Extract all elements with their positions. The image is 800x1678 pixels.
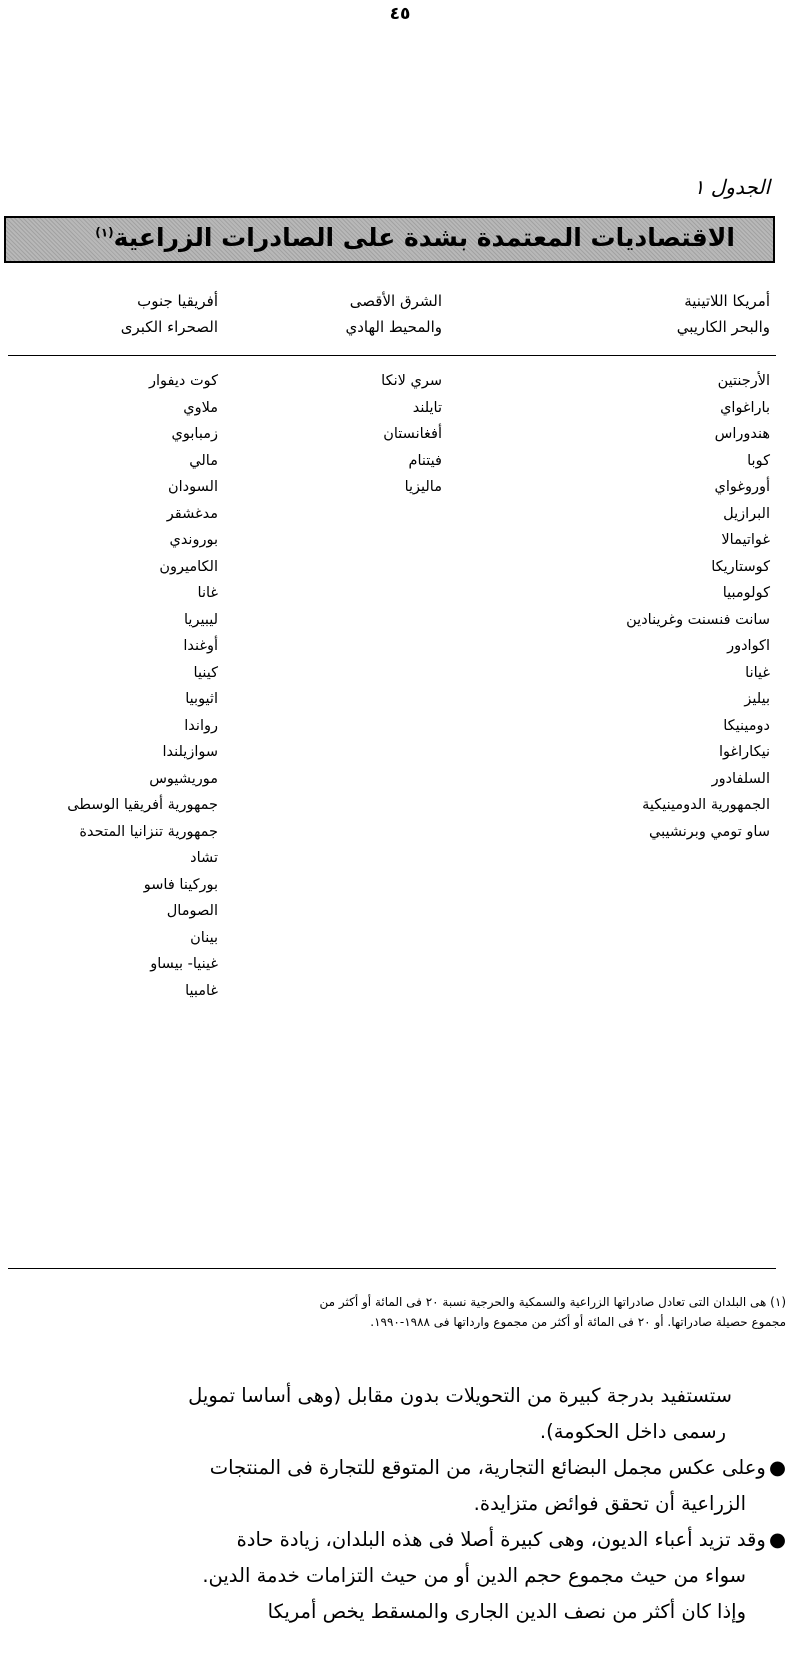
list-item: بيليز (744, 691, 770, 707)
column-header-line: والبحر الكاريبي (676, 318, 770, 336)
footnote (6, 1292, 786, 1332)
body-text (6, 1378, 786, 1630)
column-header-sub-saharan-africa (121, 288, 218, 340)
table-label: الجدول ١ (693, 175, 770, 199)
list-item: نيكاراغوا (719, 744, 770, 760)
column-header-line: أمريكا اللاتينية (684, 292, 770, 310)
paragraph-line: وإذا كان أكثر من نصف الدين الجارى والمسقط يخص أمريكا (267, 1600, 746, 1623)
list-item: أوروغواي (714, 479, 770, 495)
bullet-icon: ● (768, 1528, 786, 1551)
list-item: ساو تومي وبرنشيبي (648, 823, 770, 840)
paragraph-line: الزراعية أن تحقق فوائض متزايدة. (473, 1492, 746, 1515)
table-title-text: الاقتصاديات المعتمدة بشدة على الصادرات الزراعية (113, 223, 735, 252)
table-title-footnote-ref: (١) (95, 225, 114, 240)
list-item: بوركينا فاسو (143, 876, 218, 893)
list-item: رواندا (184, 717, 218, 734)
column-header-line: أفريقيا جنوب (137, 292, 218, 310)
list-item: الأرجنتين (717, 373, 770, 389)
list-item: جمهورية أفريقيا الوسطى (67, 797, 218, 813)
list-item: تشاد (190, 850, 218, 866)
footnote-line: مجموع حصيلة صادراتها. أو ٢٠ فى المائة أو أكثر من مجموع وارداتها فى ١٩٨٨-١٩٩٠. (370, 1315, 786, 1329)
paragraph-line: سواء من حيث مجموع حجم الدين أو من حيث التزامات خدمة الدين. (202, 1564, 746, 1587)
table-title-bar (4, 216, 775, 263)
list-item: دومينيكا (723, 717, 770, 734)
country-list-sub-saharan-africa (67, 368, 218, 1004)
list-item: موريشيوس (149, 770, 218, 787)
list-item: الصومال (166, 903, 218, 919)
page-number: ٤٥ (389, 4, 411, 24)
list-item: اثيوبيا (185, 691, 218, 707)
list-item: كوستاريكا (711, 558, 770, 575)
column-header-line: والمحيط الهادي (345, 318, 442, 336)
list-item: السلفادور (711, 770, 770, 787)
list-item: غينيا- بيساو (150, 956, 218, 972)
list-item: بينان (190, 929, 218, 946)
bullet-text: وقد تزيد أعباء الديون، وهى كبيرة أصلا فى هذه البلدان، زيادة حادة (236, 1528, 766, 1551)
table-title (95, 223, 735, 252)
list-item: كولومبيا (722, 585, 770, 601)
list-item: السودان (167, 479, 218, 495)
list-item: غامبيا (185, 982, 218, 999)
list-item: أوغندا (183, 638, 218, 654)
footnote-line: (١) هى البلدان التى تعادل صادراتها الزراعية والسمكية والحرجية نسبة ٢٠ فى المائة أو أكثر من (319, 1295, 786, 1309)
header-rule (8, 355, 776, 356)
list-item: سري لانكا (381, 373, 442, 389)
list-item: كينيا (193, 664, 218, 681)
list-item: سانت فنسنت وغرينادين (626, 611, 770, 628)
list-item: ملاوي (183, 399, 218, 416)
list-item: اكوادور (727, 638, 770, 654)
list-item: الجمهورية الدومينيكية (642, 797, 770, 813)
list-item: كوبا (747, 452, 770, 469)
list-item: أفغانستان (383, 426, 442, 442)
list-item: زمبابوي (171, 426, 218, 442)
list-item: جمهورية تنزانيا المتحدة (79, 823, 218, 840)
list-item: مدغشقر (166, 505, 218, 522)
list-item: بوروندي (169, 532, 218, 548)
list-item: فيتنام (408, 452, 442, 469)
list-item: باراغواي (720, 399, 770, 416)
list-item: هندوراس (714, 426, 770, 442)
table-bottom-rule (8, 1268, 776, 1269)
list-item: مالي (189, 452, 218, 469)
column-header-line: الشرق الأقصى (349, 292, 442, 310)
list-item: كوت ديفوار (148, 373, 218, 389)
list-item: ليبيريا (184, 611, 218, 628)
list-item: غواتيمالا (721, 532, 770, 548)
bullet-text: وعلى عكس مجمل البضائع التجارية، من المتوقع للتجارة فى المنتجات (209, 1456, 766, 1479)
list-item: غيانا (745, 664, 770, 681)
list-item: تايلند (412, 399, 442, 416)
list-item: سوازيلندا (162, 744, 218, 760)
column-header-line: الصحراء الكبرى (120, 318, 218, 336)
list-item: ماليزيا (404, 479, 442, 495)
bullet-item (6, 1522, 786, 1558)
list-item: غانا (197, 585, 218, 601)
list-item: البرازيل (723, 505, 770, 522)
country-list-latin-america (626, 368, 770, 845)
paragraph-line: ستستفيد بدرجة كبيرة من التحويلات بدون مقابل (وهى أساسا تمويل (188, 1384, 732, 1407)
country-list-far-east (381, 368, 442, 501)
bullet-item (6, 1450, 786, 1486)
column-header-latin-america (677, 288, 770, 340)
column-header-far-east (345, 288, 442, 340)
bullet-icon: ● (768, 1456, 786, 1479)
paragraph-line: رسمى داخل الحكومة). (539, 1420, 726, 1443)
list-item: الكاميرون (159, 558, 218, 575)
